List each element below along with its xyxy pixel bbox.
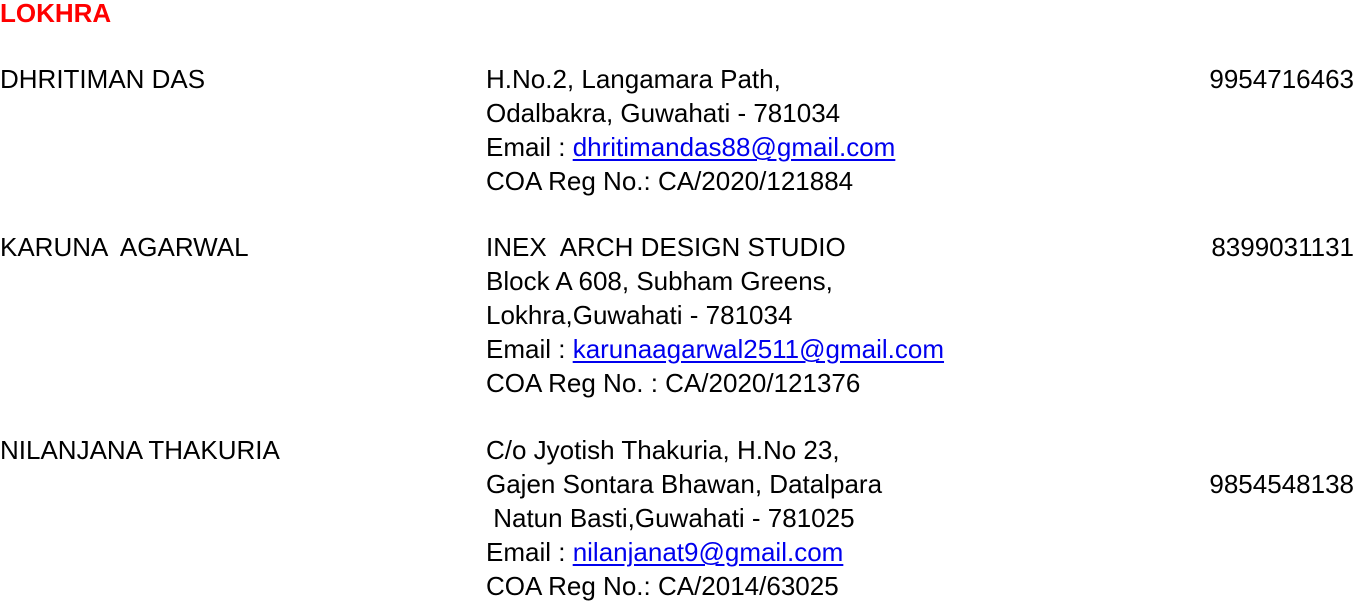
architect-name: DHRITIMAN DAS: [0, 64, 206, 94]
architect-address: [486, 433, 882, 602]
architect-address: [486, 230, 944, 400]
section-title: LOKHRA: [0, 0, 112, 28]
coa-reg-number: COA Reg No. : CA/2020/121376: [486, 368, 861, 398]
coa-reg-number: COA Reg No.: CA/2014/63025: [486, 571, 839, 601]
phone-number: 9954716463: [1209, 64, 1354, 94]
architect-name: KARUNA AGARWAL: [0, 232, 249, 262]
address-line: Lokhra,Guwahati - 781034: [486, 300, 793, 330]
address-line: INEX ARCH DESIGN STUDIO: [486, 232, 846, 262]
email-link[interactable]: karunaagarwal2511@gmail.com: [572, 334, 945, 364]
address-line: Natun Basti,Guwahati - 781025: [486, 503, 855, 533]
architect-address: [486, 62, 895, 198]
email-line: [486, 535, 882, 569]
address-line: Gajen Sontara Bhawan, Datalpara: [486, 469, 883, 499]
phone-number: 9854548138: [1209, 469, 1354, 499]
address-line: C/o Jyotish Thakuria, H.No 23,: [486, 435, 840, 465]
email-label: Email :: [486, 334, 573, 364]
email-line: [486, 332, 944, 366]
phone-number: 8399031131: [1211, 232, 1354, 262]
coa-reg-number: COA Reg No.: CA/2020/121884: [486, 166, 854, 196]
email-link[interactable]: dhritimandas88@gmail.com: [572, 132, 896, 162]
address-line: H.No.2, Langamara Path,: [486, 64, 781, 94]
address-line: Block A 608, Subham Greens,: [486, 266, 833, 296]
address-line: Odalbakra, Guwahati - 781034: [486, 98, 841, 128]
email-line: [486, 130, 895, 164]
email-label: Email :: [486, 537, 573, 567]
email-link[interactable]: nilanjanat9@gmail.com: [572, 537, 844, 567]
architect-name: NILANJANA THAKURIA: [0, 435, 280, 465]
email-label: Email :: [486, 132, 573, 162]
